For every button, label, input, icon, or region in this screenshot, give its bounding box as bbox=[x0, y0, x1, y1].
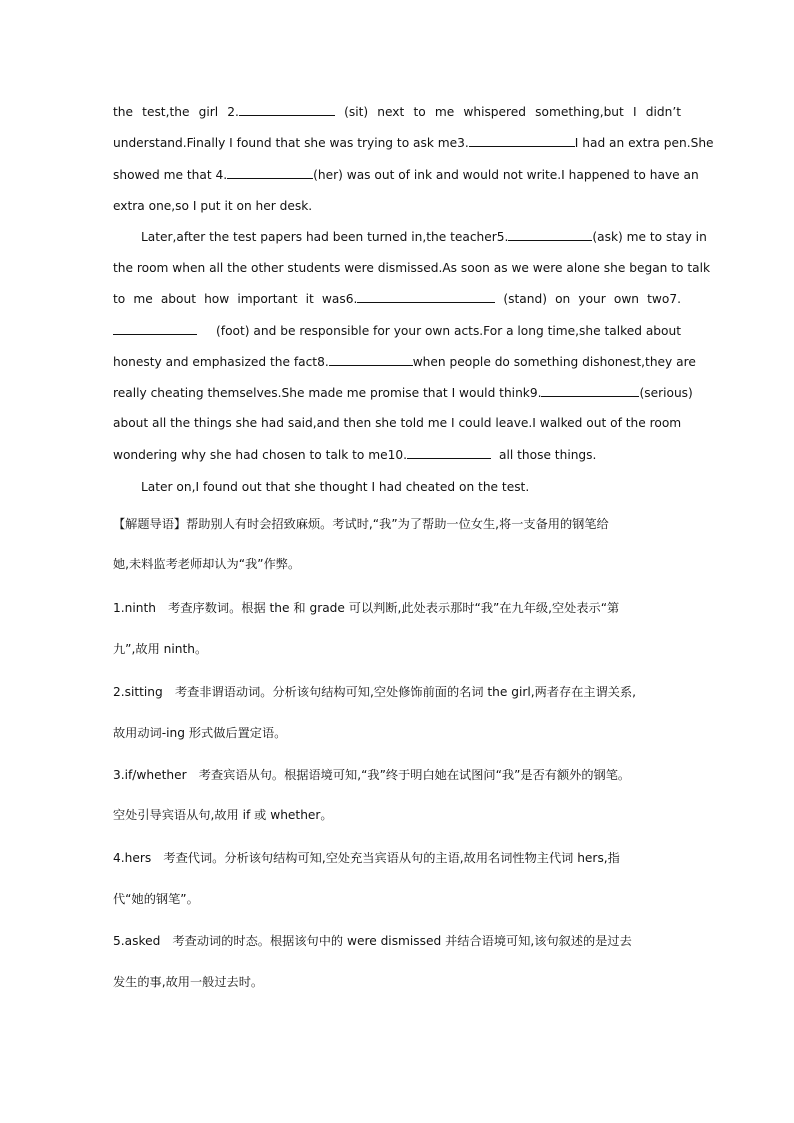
word: own bbox=[613, 292, 640, 306]
word: it bbox=[305, 292, 314, 306]
passage-line-12 bbox=[113, 446, 681, 464]
passage-line-4: extra one,so I put it on her desk. bbox=[113, 199, 313, 213]
passage-line-8 bbox=[113, 322, 681, 340]
word: to bbox=[113, 292, 126, 306]
word: was6. bbox=[321, 292, 358, 306]
passage-line-10 bbox=[113, 384, 693, 402]
word: important bbox=[237, 292, 298, 306]
answer-4-line-1: 4.hers 考查代词。分析该句结构可知,空处充当宾语从句的主语,故用名词性物主代词 hers,指 bbox=[113, 851, 620, 865]
answer-5-line-1: 5.asked 考查动词的时态。根据该句中的 were dismissed 并结合语境可知,该句叙述的是过去 bbox=[113, 934, 632, 948]
word: test,the bbox=[142, 105, 190, 119]
word-hint: (stand) bbox=[503, 292, 547, 306]
passage-text: understand.Finally I found that she was trying to ask me3. bbox=[113, 136, 469, 150]
passage-text: wondering why she had chosen to talk to me10. bbox=[113, 448, 408, 462]
word: two7. bbox=[647, 292, 681, 306]
passage-text: when people do something dishonest,they are bbox=[412, 355, 696, 369]
passage-text: showed me that 4. bbox=[113, 168, 228, 182]
answer-blank-9[interactable] bbox=[541, 384, 639, 397]
word: me bbox=[434, 105, 455, 119]
passage-line-11: about all the things she had said,and then she told me I could leave.I walked out of the room bbox=[113, 416, 682, 430]
passage-text: Later,after the test papers had been turned in,the teacher5. bbox=[141, 230, 509, 244]
answer-5-line-2: 发生的事,故用一般过去时。 bbox=[113, 975, 264, 989]
passage-line-9 bbox=[113, 353, 696, 371]
word: whispered bbox=[463, 105, 527, 119]
answer-1-line-2: 九”,故用 ninth。 bbox=[113, 642, 208, 656]
answer-blank-2[interactable] bbox=[239, 103, 335, 116]
word: on bbox=[555, 292, 571, 306]
word: girl bbox=[198, 105, 219, 119]
guide-line-1: 【解题导语】帮助别人有时会招致麻烦。考试时,“我”为了帮助一位女生,将一支备用的钢笔给 bbox=[113, 517, 609, 531]
word: about bbox=[160, 292, 196, 306]
passage-text: (serious) bbox=[639, 386, 693, 400]
passage-text: (foot) and be responsible for your own acts.For a long time,she talked about bbox=[216, 324, 681, 338]
word-hint: (sit) bbox=[344, 105, 369, 119]
answer-2-line-1: 2.sitting 考查非谓语动词。分析该句结构可知,空处修饰前面的名词 the girl,两者存在主谓关系, bbox=[113, 685, 637, 699]
answer-blank-8[interactable] bbox=[329, 353, 413, 366]
passage-line-6: the room when all the other students were dismissed.As soon as we were alone she began to talk bbox=[113, 261, 711, 275]
word: to bbox=[413, 105, 426, 119]
passage-line-5 bbox=[141, 228, 707, 246]
passage-text: honesty and emphasized the fact8. bbox=[113, 355, 329, 369]
answer-3-line-2: 空处引导宾语从句,故用 if 或 whether。 bbox=[113, 808, 333, 822]
word: something,but bbox=[535, 105, 624, 119]
word: I bbox=[632, 105, 637, 119]
answer-blank-4[interactable] bbox=[227, 166, 313, 179]
word: how bbox=[204, 292, 230, 306]
word: your bbox=[578, 292, 606, 306]
word: next bbox=[377, 105, 405, 119]
answer-blank-3[interactable] bbox=[469, 134, 575, 147]
passage-text: I had an extra pen.She bbox=[574, 136, 714, 150]
answer-blank-7[interactable] bbox=[113, 322, 197, 335]
passage-text: really cheating themselves.She made me promise that I would think9. bbox=[113, 386, 542, 400]
guide-line-2: 她,未料监考老师却认为“我”作弊。 bbox=[113, 557, 301, 571]
word: me bbox=[133, 292, 153, 306]
passage-line-3 bbox=[113, 166, 699, 184]
passage-line-13: Later on,I found out that she thought I had cheated on the test. bbox=[141, 480, 530, 494]
passage-line-1 bbox=[113, 103, 681, 121]
answer-1-line-1: 1.ninth 考查序数词。根据 the 和 grade 可以判断,此处表示那时“我”在九年级,空处表示“第 bbox=[113, 601, 620, 615]
answer-2-line-2: 故用动词-ing 形式做后置定语。 bbox=[113, 726, 287, 740]
word: didn’t bbox=[645, 105, 681, 119]
answer-blank-6[interactable] bbox=[357, 290, 495, 303]
passage-text: (ask) me to stay in bbox=[592, 230, 707, 244]
blank-number: 2. bbox=[227, 105, 239, 119]
answer-blank-5[interactable] bbox=[508, 228, 592, 241]
passage-line-7 bbox=[113, 290, 681, 308]
passage-text: all those things. bbox=[499, 448, 597, 462]
answer-4-line-2: 代“她的钢笔”。 bbox=[113, 892, 199, 906]
passage-line-2 bbox=[113, 134, 714, 152]
passage-text: (her) was out of ink and would not write.I happened to have an bbox=[313, 168, 699, 182]
answer-blank-10[interactable] bbox=[407, 446, 491, 459]
answer-3-line-1: 3.if/whether 考查宾语从句。根据语境可知,“我”终于明白她在试图问“我”是否有额外的钢笔。 bbox=[113, 768, 631, 782]
word: the bbox=[113, 105, 134, 119]
